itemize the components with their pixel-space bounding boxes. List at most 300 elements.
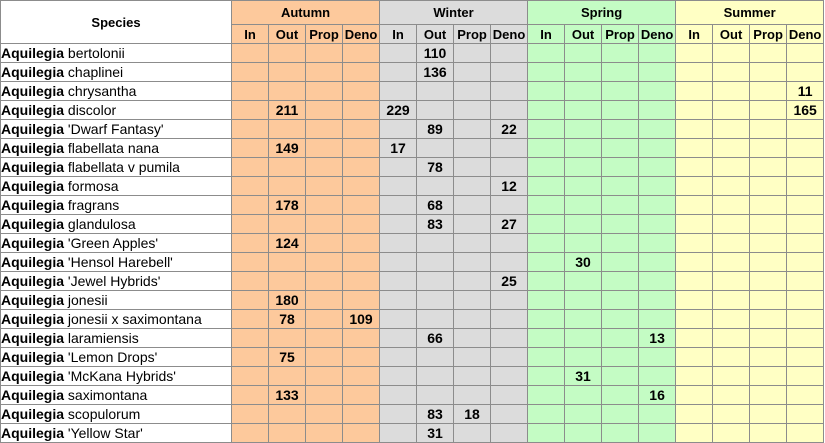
summer-prop-cell[interactable] xyxy=(750,158,787,177)
species-cell[interactable] xyxy=(1,158,232,177)
summer-in-cell[interactable] xyxy=(676,386,713,405)
winter-in-cell[interactable] xyxy=(380,234,417,253)
summer-in-cell[interactable] xyxy=(676,120,713,139)
spring-deno-cell[interactable] xyxy=(639,63,676,82)
spring-out-cell[interactable] xyxy=(565,139,602,158)
winter-out-cell[interactable]: 89 xyxy=(417,120,454,139)
winter-in-cell[interactable] xyxy=(380,405,417,424)
winter-in-cell[interactable] xyxy=(380,120,417,139)
winter-prop-cell[interactable] xyxy=(454,329,491,348)
spring-deno-cell[interactable]: 16 xyxy=(639,386,676,405)
species-cell[interactable] xyxy=(1,44,232,63)
autumn-deno-cell[interactable] xyxy=(343,291,380,310)
autumn-out-cell[interactable] xyxy=(269,253,306,272)
summer-out-cell[interactable] xyxy=(713,405,750,424)
summer-deno-cell[interactable] xyxy=(787,424,824,443)
winter-in-cell[interactable] xyxy=(380,253,417,272)
summer-in-cell[interactable] xyxy=(676,44,713,63)
spring-prop-cell[interactable] xyxy=(602,291,639,310)
winter-out-cell[interactable]: 68 xyxy=(417,196,454,215)
summer-deno-cell[interactable] xyxy=(787,291,824,310)
summer-prop-cell[interactable] xyxy=(750,367,787,386)
summer-prop-cell[interactable] xyxy=(750,348,787,367)
autumn-in-cell[interactable] xyxy=(232,215,269,234)
spring-in-cell[interactable] xyxy=(528,63,565,82)
spring-out-cell[interactable] xyxy=(565,424,602,443)
spring-deno-cell[interactable]: 13 xyxy=(639,329,676,348)
spring-out-cell[interactable] xyxy=(565,82,602,101)
species-cell[interactable] xyxy=(1,82,232,101)
spring-prop-cell[interactable] xyxy=(602,329,639,348)
spring-deno-cell[interactable] xyxy=(639,196,676,215)
winter-deno-cell[interactable] xyxy=(491,424,528,443)
winter-in-cell[interactable]: 17 xyxy=(380,139,417,158)
spring-deno-cell[interactable] xyxy=(639,234,676,253)
autumn-deno-cell[interactable] xyxy=(343,120,380,139)
autumn-prop-cell[interactable] xyxy=(306,101,343,120)
summer-in-cell[interactable] xyxy=(676,329,713,348)
winter-prop-cell[interactable] xyxy=(454,272,491,291)
spring-prop-cell[interactable] xyxy=(602,101,639,120)
winter-out-cell[interactable]: 66 xyxy=(417,329,454,348)
autumn-prop-cell[interactable] xyxy=(306,196,343,215)
autumn-in-cell[interactable] xyxy=(232,101,269,120)
summer-prop-cell[interactable] xyxy=(750,63,787,82)
summer-prop-cell[interactable] xyxy=(750,386,787,405)
winter-deno-cell[interactable] xyxy=(491,234,528,253)
winter-in-cell[interactable] xyxy=(380,177,417,196)
winter-prop-cell[interactable] xyxy=(454,63,491,82)
summer-out-cell[interactable] xyxy=(713,177,750,196)
summer-out-cell[interactable] xyxy=(713,63,750,82)
winter-prop-cell[interactable] xyxy=(454,234,491,253)
summer-deno-cell[interactable]: 165 xyxy=(787,101,824,120)
autumn-out-cell[interactable] xyxy=(269,82,306,101)
summer-out-cell[interactable] xyxy=(713,120,750,139)
winter-out-cell[interactable] xyxy=(417,367,454,386)
autumn-deno-cell[interactable] xyxy=(343,101,380,120)
winter-deno-cell[interactable]: 27 xyxy=(491,215,528,234)
winter-prop-cell[interactable] xyxy=(454,139,491,158)
autumn-out-cell[interactable]: 149 xyxy=(269,139,306,158)
winter-prop-cell[interactable] xyxy=(454,310,491,329)
spring-deno-cell[interactable] xyxy=(639,215,676,234)
spring-deno-cell[interactable] xyxy=(639,177,676,196)
autumn-deno-cell[interactable]: 109 xyxy=(343,310,380,329)
summer-in-cell[interactable] xyxy=(676,63,713,82)
spring-deno-cell[interactable] xyxy=(639,291,676,310)
summer-prop-cell[interactable] xyxy=(750,253,787,272)
summer-in-cell[interactable] xyxy=(676,196,713,215)
summer-deno-cell[interactable] xyxy=(787,196,824,215)
winter-in-cell[interactable] xyxy=(380,310,417,329)
summer-out-cell[interactable] xyxy=(713,139,750,158)
winter-out-cell[interactable] xyxy=(417,253,454,272)
winter-out-cell[interactable] xyxy=(417,386,454,405)
winter-in-cell[interactable] xyxy=(380,424,417,443)
autumn-prop-cell[interactable] xyxy=(306,405,343,424)
autumn-prop-cell[interactable] xyxy=(306,63,343,82)
winter-in-cell[interactable] xyxy=(380,386,417,405)
species-cell[interactable] xyxy=(1,139,232,158)
summer-in-cell[interactable] xyxy=(676,367,713,386)
spring-out-cell[interactable] xyxy=(565,386,602,405)
autumn-in-cell[interactable] xyxy=(232,177,269,196)
autumn-prop-cell[interactable] xyxy=(306,139,343,158)
spring-in-cell[interactable] xyxy=(528,253,565,272)
spring-out-cell[interactable] xyxy=(565,405,602,424)
autumn-prop-cell[interactable] xyxy=(306,215,343,234)
autumn-out-cell[interactable]: 78 xyxy=(269,310,306,329)
autumn-deno-cell[interactable] xyxy=(343,386,380,405)
spring-out-cell[interactable] xyxy=(565,291,602,310)
winter-in-cell[interactable] xyxy=(380,367,417,386)
spring-out-cell[interactable]: 30 xyxy=(565,253,602,272)
autumn-out-cell[interactable] xyxy=(269,272,306,291)
spring-out-cell[interactable]: 31 xyxy=(565,367,602,386)
summer-out-cell[interactable] xyxy=(713,348,750,367)
winter-prop-cell[interactable] xyxy=(454,101,491,120)
species-cell[interactable] xyxy=(1,405,232,424)
autumn-out-cell[interactable] xyxy=(269,120,306,139)
winter-in-cell[interactable]: 229 xyxy=(380,101,417,120)
autumn-out-cell[interactable] xyxy=(269,44,306,63)
summer-deno-cell[interactable]: 11 xyxy=(787,82,824,101)
winter-prop-cell[interactable] xyxy=(454,253,491,272)
winter-prop-cell[interactable] xyxy=(454,120,491,139)
summer-out-cell[interactable] xyxy=(713,329,750,348)
autumn-in-cell[interactable] xyxy=(232,158,269,177)
winter-deno-cell[interactable] xyxy=(491,367,528,386)
summer-out-cell[interactable] xyxy=(713,367,750,386)
winter-in-cell[interactable] xyxy=(380,82,417,101)
winter-in-cell[interactable] xyxy=(380,158,417,177)
summer-prop-cell[interactable] xyxy=(750,291,787,310)
spring-prop-cell[interactable] xyxy=(602,82,639,101)
winter-deno-cell[interactable] xyxy=(491,253,528,272)
autumn-out-cell[interactable]: 124 xyxy=(269,234,306,253)
summer-out-cell[interactable] xyxy=(713,101,750,120)
winter-out-cell[interactable] xyxy=(417,348,454,367)
spring-deno-cell[interactable] xyxy=(639,253,676,272)
winter-out-cell[interactable] xyxy=(417,310,454,329)
species-cell[interactable] xyxy=(1,424,232,443)
spring-in-cell[interactable] xyxy=(528,386,565,405)
winter-out-cell[interactable]: 83 xyxy=(417,405,454,424)
spring-prop-cell[interactable] xyxy=(602,253,639,272)
winter-in-cell[interactable] xyxy=(380,215,417,234)
spring-out-cell[interactable] xyxy=(565,120,602,139)
summer-deno-cell[interactable] xyxy=(787,215,824,234)
species-cell[interactable] xyxy=(1,386,232,405)
winter-out-cell[interactable] xyxy=(417,101,454,120)
winter-out-cell[interactable] xyxy=(417,177,454,196)
autumn-out-cell[interactable] xyxy=(269,177,306,196)
autumn-in-cell[interactable] xyxy=(232,196,269,215)
summer-deno-cell[interactable] xyxy=(787,329,824,348)
spring-out-cell[interactable] xyxy=(565,310,602,329)
winter-out-cell[interactable]: 83 xyxy=(417,215,454,234)
spring-prop-cell[interactable] xyxy=(602,424,639,443)
spring-in-cell[interactable] xyxy=(528,234,565,253)
winter-deno-cell[interactable]: 22 xyxy=(491,120,528,139)
spring-out-cell[interactable] xyxy=(565,234,602,253)
autumn-out-cell[interactable]: 180 xyxy=(269,291,306,310)
winter-deno-cell[interactable] xyxy=(491,329,528,348)
autumn-deno-cell[interactable] xyxy=(343,272,380,291)
spring-in-cell[interactable] xyxy=(528,405,565,424)
summer-deno-cell[interactable] xyxy=(787,405,824,424)
winter-out-cell[interactable] xyxy=(417,291,454,310)
autumn-deno-cell[interactable] xyxy=(343,405,380,424)
autumn-in-cell[interactable] xyxy=(232,44,269,63)
summer-out-cell[interactable] xyxy=(713,310,750,329)
summer-out-cell[interactable] xyxy=(713,291,750,310)
spring-prop-cell[interactable] xyxy=(602,405,639,424)
spring-deno-cell[interactable] xyxy=(639,367,676,386)
winter-deno-cell[interactable] xyxy=(491,348,528,367)
spring-prop-cell[interactable] xyxy=(602,348,639,367)
winter-deno-cell[interactable] xyxy=(491,405,528,424)
winter-in-cell[interactable] xyxy=(380,291,417,310)
spring-in-cell[interactable] xyxy=(528,272,565,291)
spring-deno-cell[interactable] xyxy=(639,139,676,158)
summer-out-cell[interactable] xyxy=(713,424,750,443)
winter-deno-cell[interactable] xyxy=(491,139,528,158)
autumn-in-cell[interactable] xyxy=(232,234,269,253)
spring-prop-cell[interactable] xyxy=(602,310,639,329)
autumn-in-cell[interactable] xyxy=(232,386,269,405)
summer-out-cell[interactable] xyxy=(713,234,750,253)
autumn-deno-cell[interactable] xyxy=(343,234,380,253)
winter-out-cell[interactable] xyxy=(417,272,454,291)
winter-out-cell[interactable]: 136 xyxy=(417,63,454,82)
autumn-in-cell[interactable] xyxy=(232,139,269,158)
summer-deno-cell[interactable] xyxy=(787,367,824,386)
summer-in-cell[interactable] xyxy=(676,177,713,196)
autumn-out-cell[interactable]: 133 xyxy=(269,386,306,405)
autumn-in-cell[interactable] xyxy=(232,120,269,139)
winter-in-cell[interactable] xyxy=(380,44,417,63)
winter-prop-cell[interactable] xyxy=(454,196,491,215)
species-cell[interactable] xyxy=(1,253,232,272)
summer-deno-cell[interactable] xyxy=(787,63,824,82)
summer-out-cell[interactable] xyxy=(713,272,750,291)
autumn-in-cell[interactable] xyxy=(232,405,269,424)
summer-in-cell[interactable] xyxy=(676,424,713,443)
species-cell[interactable] xyxy=(1,310,232,329)
summer-prop-cell[interactable] xyxy=(750,272,787,291)
autumn-prop-cell[interactable] xyxy=(306,177,343,196)
autumn-in-cell[interactable] xyxy=(232,82,269,101)
spring-in-cell[interactable] xyxy=(528,44,565,63)
spring-deno-cell[interactable] xyxy=(639,120,676,139)
spring-deno-cell[interactable] xyxy=(639,158,676,177)
spring-in-cell[interactable] xyxy=(528,329,565,348)
winter-deno-cell[interactable]: 25 xyxy=(491,272,528,291)
autumn-in-cell[interactable] xyxy=(232,424,269,443)
winter-in-cell[interactable] xyxy=(380,196,417,215)
summer-out-cell[interactable] xyxy=(713,82,750,101)
species-cell[interactable] xyxy=(1,348,232,367)
spring-prop-cell[interactable] xyxy=(602,234,639,253)
summer-prop-cell[interactable] xyxy=(750,44,787,63)
summer-prop-cell[interactable] xyxy=(750,139,787,158)
summer-out-cell[interactable] xyxy=(713,44,750,63)
summer-in-cell[interactable] xyxy=(676,348,713,367)
summer-prop-cell[interactable] xyxy=(750,329,787,348)
autumn-deno-cell[interactable] xyxy=(343,82,380,101)
autumn-deno-cell[interactable] xyxy=(343,139,380,158)
winter-deno-cell[interactable] xyxy=(491,63,528,82)
summer-out-cell[interactable] xyxy=(713,386,750,405)
winter-in-cell[interactable] xyxy=(380,63,417,82)
species-cell[interactable] xyxy=(1,120,232,139)
autumn-prop-cell[interactable] xyxy=(306,386,343,405)
autumn-in-cell[interactable] xyxy=(232,272,269,291)
summer-prop-cell[interactable] xyxy=(750,177,787,196)
summer-deno-cell[interactable] xyxy=(787,348,824,367)
spring-in-cell[interactable] xyxy=(528,196,565,215)
summer-in-cell[interactable] xyxy=(676,272,713,291)
winter-prop-cell[interactable] xyxy=(454,44,491,63)
species-cell[interactable] xyxy=(1,177,232,196)
autumn-out-cell[interactable] xyxy=(269,215,306,234)
winter-prop-cell[interactable] xyxy=(454,367,491,386)
spring-in-cell[interactable] xyxy=(528,120,565,139)
autumn-in-cell[interactable] xyxy=(232,367,269,386)
winter-prop-cell[interactable] xyxy=(454,158,491,177)
autumn-in-cell[interactable] xyxy=(232,348,269,367)
summer-in-cell[interactable] xyxy=(676,158,713,177)
autumn-out-cell[interactable] xyxy=(269,158,306,177)
autumn-in-cell[interactable] xyxy=(232,329,269,348)
spring-deno-cell[interactable] xyxy=(639,405,676,424)
species-cell[interactable] xyxy=(1,272,232,291)
autumn-out-cell[interactable] xyxy=(269,405,306,424)
summer-in-cell[interactable] xyxy=(676,253,713,272)
autumn-prop-cell[interactable] xyxy=(306,234,343,253)
summer-out-cell[interactable] xyxy=(713,158,750,177)
spring-out-cell[interactable] xyxy=(565,196,602,215)
winter-prop-cell[interactable] xyxy=(454,386,491,405)
summer-in-cell[interactable] xyxy=(676,234,713,253)
winter-prop-cell[interactable] xyxy=(454,291,491,310)
autumn-prop-cell[interactable] xyxy=(306,367,343,386)
spring-prop-cell[interactable] xyxy=(602,177,639,196)
summer-prop-cell[interactable] xyxy=(750,310,787,329)
autumn-deno-cell[interactable] xyxy=(343,196,380,215)
summer-in-cell[interactable] xyxy=(676,139,713,158)
autumn-prop-cell[interactable] xyxy=(306,158,343,177)
spring-deno-cell[interactable] xyxy=(639,82,676,101)
summer-in-cell[interactable] xyxy=(676,101,713,120)
winter-in-cell[interactable] xyxy=(380,272,417,291)
autumn-in-cell[interactable] xyxy=(232,291,269,310)
summer-deno-cell[interactable] xyxy=(787,253,824,272)
autumn-out-cell[interactable] xyxy=(269,63,306,82)
winter-prop-cell[interactable] xyxy=(454,424,491,443)
summer-prop-cell[interactable] xyxy=(750,196,787,215)
autumn-deno-cell[interactable] xyxy=(343,177,380,196)
spring-prop-cell[interactable] xyxy=(602,386,639,405)
spring-in-cell[interactable] xyxy=(528,177,565,196)
winter-deno-cell[interactable] xyxy=(491,44,528,63)
summer-deno-cell[interactable] xyxy=(787,386,824,405)
autumn-out-cell[interactable]: 75 xyxy=(269,348,306,367)
summer-deno-cell[interactable] xyxy=(787,44,824,63)
autumn-prop-cell[interactable] xyxy=(306,120,343,139)
summer-prop-cell[interactable] xyxy=(750,101,787,120)
autumn-prop-cell[interactable] xyxy=(306,291,343,310)
species-cell[interactable] xyxy=(1,291,232,310)
spring-prop-cell[interactable] xyxy=(602,63,639,82)
autumn-prop-cell[interactable] xyxy=(306,253,343,272)
autumn-out-cell[interactable] xyxy=(269,367,306,386)
summer-deno-cell[interactable] xyxy=(787,234,824,253)
autumn-deno-cell[interactable] xyxy=(343,158,380,177)
spring-in-cell[interactable] xyxy=(528,367,565,386)
autumn-out-cell[interactable] xyxy=(269,329,306,348)
summer-deno-cell[interactable] xyxy=(787,139,824,158)
autumn-out-cell[interactable]: 178 xyxy=(269,196,306,215)
autumn-deno-cell[interactable] xyxy=(343,329,380,348)
spring-deno-cell[interactable] xyxy=(639,101,676,120)
winter-deno-cell[interactable] xyxy=(491,196,528,215)
species-cell[interactable] xyxy=(1,101,232,120)
autumn-prop-cell[interactable] xyxy=(306,329,343,348)
summer-out-cell[interactable] xyxy=(713,196,750,215)
winter-out-cell[interactable]: 78 xyxy=(417,158,454,177)
winter-deno-cell[interactable] xyxy=(491,82,528,101)
winter-out-cell[interactable]: 110 xyxy=(417,44,454,63)
autumn-prop-cell[interactable] xyxy=(306,348,343,367)
autumn-prop-cell[interactable] xyxy=(306,272,343,291)
spring-deno-cell[interactable] xyxy=(639,424,676,443)
spring-out-cell[interactable] xyxy=(565,63,602,82)
winter-deno-cell[interactable] xyxy=(491,291,528,310)
species-cell[interactable] xyxy=(1,329,232,348)
winter-deno-cell[interactable] xyxy=(491,310,528,329)
winter-in-cell[interactable] xyxy=(380,329,417,348)
summer-deno-cell[interactable] xyxy=(787,272,824,291)
spring-in-cell[interactable] xyxy=(528,215,565,234)
summer-prop-cell[interactable] xyxy=(750,234,787,253)
summer-in-cell[interactable] xyxy=(676,291,713,310)
spring-in-cell[interactable] xyxy=(528,348,565,367)
winter-deno-cell[interactable]: 12 xyxy=(491,177,528,196)
winter-out-cell[interactable] xyxy=(417,139,454,158)
autumn-deno-cell[interactable] xyxy=(343,253,380,272)
autumn-out-cell[interactable] xyxy=(269,424,306,443)
spring-prop-cell[interactable] xyxy=(602,158,639,177)
winter-prop-cell[interactable] xyxy=(454,82,491,101)
spring-in-cell[interactable] xyxy=(528,82,565,101)
autumn-in-cell[interactable] xyxy=(232,253,269,272)
autumn-prop-cell[interactable] xyxy=(306,82,343,101)
spring-prop-cell[interactable] xyxy=(602,367,639,386)
spring-prop-cell[interactable] xyxy=(602,272,639,291)
summer-out-cell[interactable] xyxy=(713,253,750,272)
spring-out-cell[interactable] xyxy=(565,101,602,120)
summer-deno-cell[interactable] xyxy=(787,177,824,196)
spring-in-cell[interactable] xyxy=(528,310,565,329)
summer-prop-cell[interactable] xyxy=(750,215,787,234)
spring-out-cell[interactable] xyxy=(565,348,602,367)
winter-prop-cell[interactable] xyxy=(454,177,491,196)
spring-out-cell[interactable] xyxy=(565,158,602,177)
spring-deno-cell[interactable] xyxy=(639,44,676,63)
